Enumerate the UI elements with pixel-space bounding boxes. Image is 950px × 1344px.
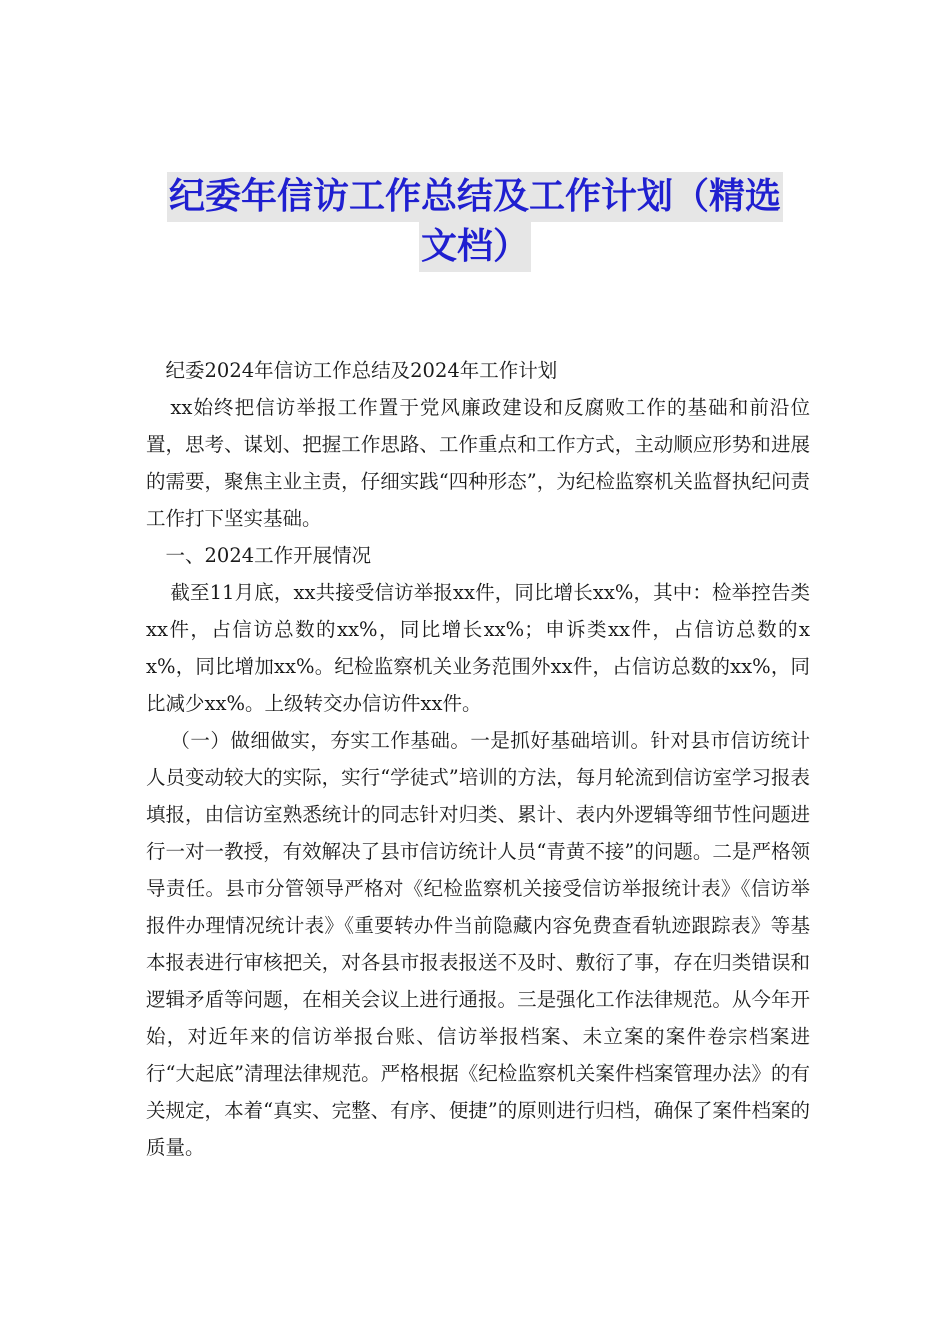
body-paragraph-heading: 纪委2024年信访工作总结及2024年工作计划: [165, 359, 558, 382]
body-paragraph-statistics: 截至11月底，xx共接受信访举报xx件，同比增长xx%，其中：检举控告类xx件，占信访总数的xx%，同比增长xx%；申诉类xx件，占信访总数的xx%，同比增加xx%。纪检监察机关业务范围外xx件，占信访总数的xx%，同比减少xx%。上级转交办信访件xx件。: [146, 581, 810, 715]
body-paragraph-intro: xx始终把信访举报工作置于党风廉政建设和反腐败工作的基础和前沿位置，思考、谋划、把握工作思路、工作重点和工作方式，主动顺应形势和进展的需要，聚焦主业主责，仔细实践“四种形态”，为纪检监察机关监督执纪问责工作打下坚实基础。: [146, 396, 810, 530]
document-body: [146, 352, 810, 1166]
title-line-2: 文档）: [419, 222, 531, 272]
document-title: [100, 172, 850, 272]
title-line-1: 纪委年信访工作总结及工作计划（精选: [167, 172, 783, 222]
section-heading: 一、2024工作开展情况: [165, 544, 372, 567]
body-paragraph-work-detail: （一）做细做实，夯实工作基础。一是抓好基础培训。针对县市信访统计人员变动较大的实际，实行“学徒式”培训的方法，每月轮流到信访室学习报表填报，由信访室熟悉统计的同志针对归类、累计、表内外逻辑等细节性问题进行一对一教授，有效解决了县市信访统计人员“青黄不接”的问题。二是严格领导责任。县市分管领导严格对《纪检监察机关接受信访举报统计表》《信访举报件办理情况统计表》《重要转办件当前隐藏内容免费查看轨迹跟踪表》等基本报表进行审核把关，对各县市报表报送不及时、敷衍了事，存在归类错误和逻辑矛盾等问题，在相关会议上进行通报。三是强化工作法律规范。从今年开始，对近年来的信访举报台账、信访举报档案、未立案的案件卷宗档案进行“大起底”清理法律规范。严格根据《纪检监察机关案件档案管理办法》的有关规定，本着“真实、完整、有序、便捷”的原则进行归档，确保了案件档案的质量。: [146, 729, 810, 1159]
